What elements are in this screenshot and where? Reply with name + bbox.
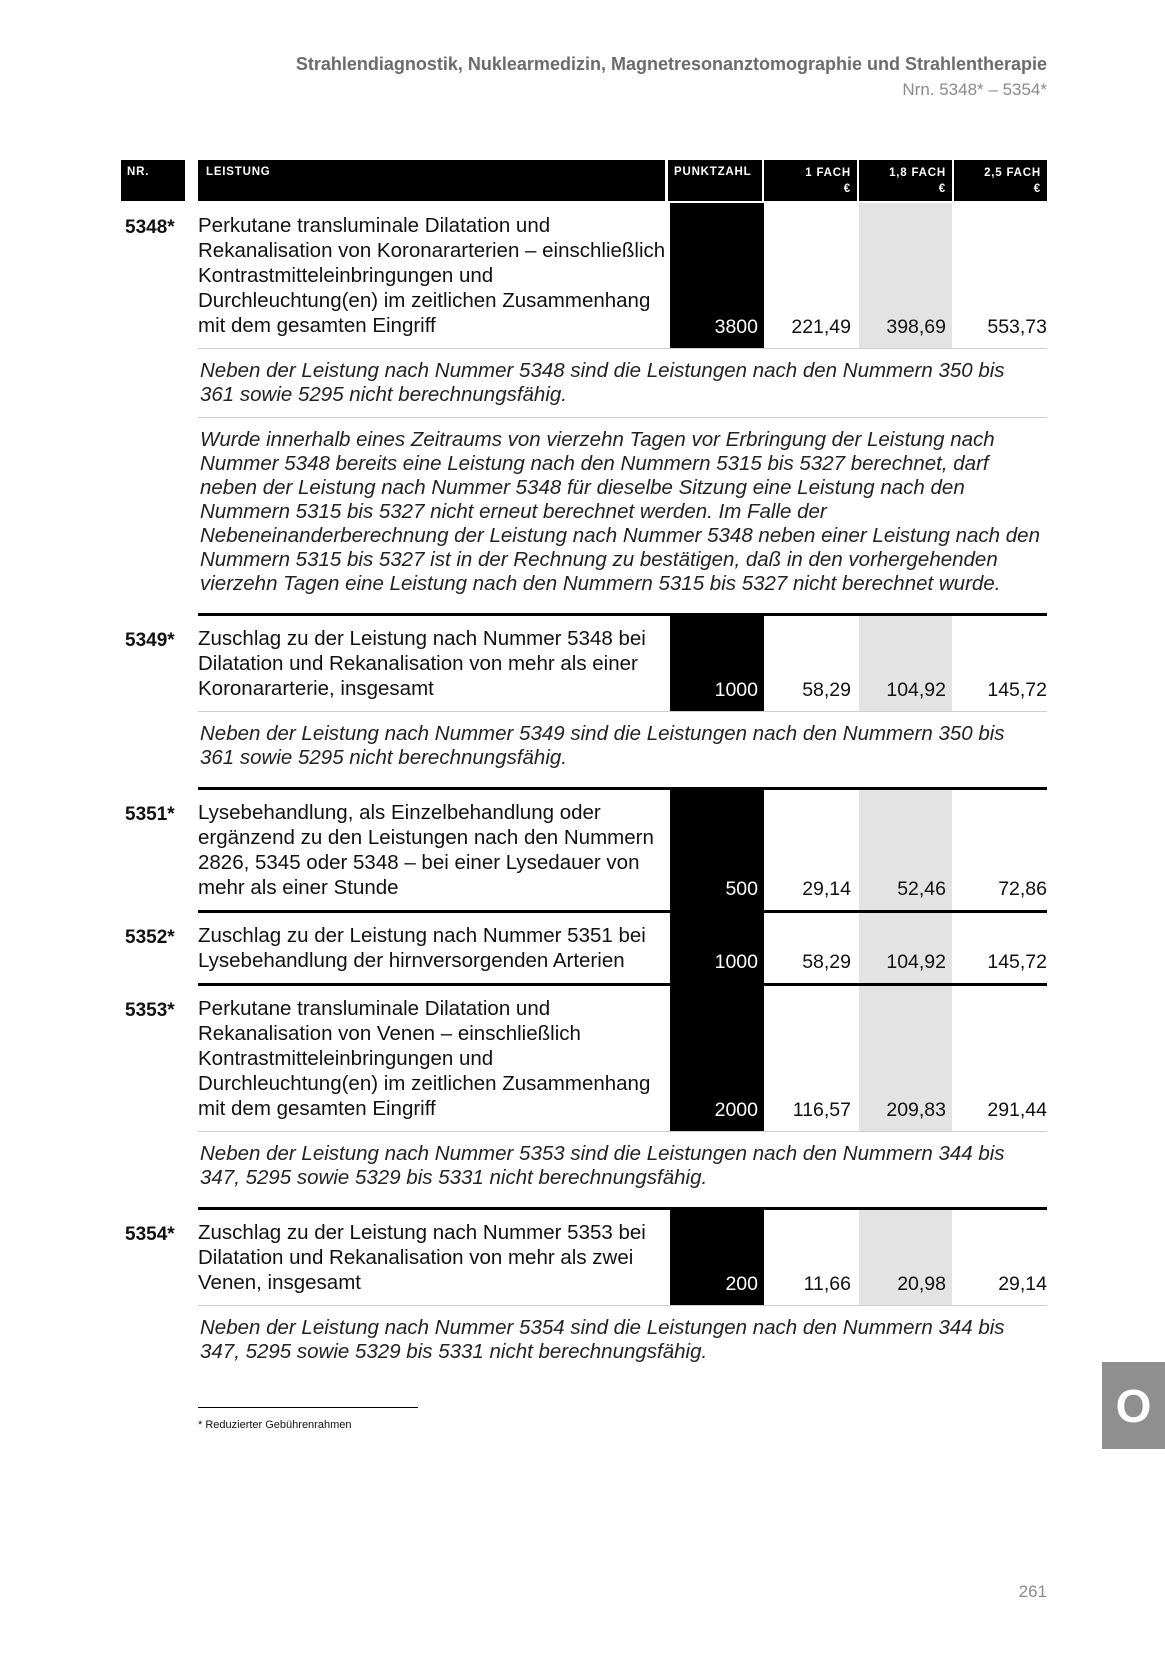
entry-description: Perkutane transluminale Dilatation und Rekanalisation von Venen – einschließlich Kontrastmitteleinbringungen und Durchleuchtung(en) im zeitlichen Zusammenhang mit dem gesamten Eingriff — [198, 997, 651, 1120]
entry-description: Zuschlag zu der Leistung nach Nummer 5353 bei Dilatation und Rekanalisation von mehr als zwei Venen, insgesamt — [198, 1221, 646, 1294]
column-header-nr: NR. — [121, 160, 185, 201]
running-header-range: Nrn. 5348* – 5354* — [902, 80, 1047, 99]
footnote: * Reduzierter Gebührenrahmen — [198, 1419, 352, 1431]
currency-label: € — [843, 183, 851, 195]
fach1-value: 116,57 — [792, 1099, 851, 1121]
entry-description: Zuschlag zu der Leistung nach Nummer 5348 bei Dilatation und Rekanalisation von mehr als einer Koronararterie, insgesamt — [198, 627, 646, 700]
fach1-value: 58,29 — [802, 951, 851, 973]
fach18-value: 104,92 — [886, 951, 946, 973]
fach18-value: 398,69 — [886, 316, 946, 338]
fach25-value: 72,86 — [998, 878, 1047, 900]
entry-description: Perkutane transluminale Dilatation und Rekanalisation von Koronararterien – einschließlich Kontrastmitteleinbringungen und Durchleuchtung(en) im zeitlichen Zusammenhang mit dem gesamten Eingriff — [198, 214, 666, 337]
punktzahl-value: 500 — [725, 878, 758, 900]
table-row-5354 — [121, 1210, 1047, 1305]
column-header-1fach-label: 1 FACH — [805, 167, 851, 179]
entry-number: 5348* — [125, 217, 175, 238]
column-header-1fach — [764, 160, 857, 201]
currency-label: € — [1033, 183, 1041, 195]
column-header-leistung: LEISTUNG — [198, 160, 665, 201]
entry-note: Neben der Leistung nach Nummer 5354 sind die Leistungen nach den Nummern 344 bis 347, 5295 sowie 5329 bis 5331 nicht berechnungsfähig. — [200, 1316, 1005, 1363]
entry-description: Lysebehandlung, als Einzelbehandlung oder ergänzend zu den Leistungen nach den Nummern 2826, 5345 oder 5348 – bei einer Lysedauer von mehr als einer Stunde — [198, 801, 654, 899]
fach1-value: 221,49 — [791, 316, 851, 338]
fach1-value: 11,66 — [803, 1273, 851, 1295]
fach25-value: 553,73 — [987, 316, 1047, 338]
table-header — [121, 160, 1047, 201]
table-row-5353 — [121, 986, 1047, 1131]
punktzahl-value: 200 — [725, 1273, 758, 1295]
entry-number: 5354* — [125, 1224, 175, 1245]
fach25-value: 29,14 — [998, 1273, 1047, 1295]
entry-note: Neben der Leistung nach Nummer 5349 sind die Leistungen nach den Nummern 350 bis 361 sowie 5295 nicht berechnungsfähig. — [200, 722, 1005, 769]
chapter-tab: O — [1102, 1362, 1165, 1449]
fach1-value: 58,29 — [802, 679, 851, 701]
running-header-title: Strahlendiagnostik, Nuklearmedizin, Magnetresonanztomographie und Strahlentherapie — [295, 54, 1047, 74]
page-number: 261 — [1018, 1582, 1047, 1601]
column-header-punktzahl: PUNKTZAHL — [668, 160, 762, 201]
entry-note: Neben der Leistung nach Nummer 5353 sind die Leistungen nach den Nummern 344 bis 347, 5295 sowie 5329 bis 5331 nicht berechnungsfähig. — [200, 1142, 1005, 1189]
table-row-5351 — [121, 790, 1047, 910]
entry-note: Neben der Leistung nach Nummer 5348 sind die Leistungen nach den Nummern 350 bis 361 sowie 5295 nicht berechnungsfähig. — [200, 359, 1005, 406]
column-header-18fach — [859, 160, 952, 201]
column-header-25fach — [954, 160, 1047, 201]
fach18-value: 104,92 — [886, 679, 946, 701]
entry-number: 5353* — [125, 1000, 175, 1021]
table-row-5349 — [121, 616, 1047, 711]
fach25-value: 291,44 — [987, 1099, 1047, 1121]
column-header-25fach-label: 2,5 FACH — [984, 167, 1041, 179]
punktzahl-value: 2000 — [714, 1099, 758, 1121]
entry-description: Zuschlag zu der Leistung nach Nummer 5351 bei Lysebehandlung der hirnversorgenden Arterien — [198, 924, 646, 972]
punktzahl-value: 1000 — [714, 951, 758, 973]
entry-number: 5349* — [125, 630, 175, 651]
entry-number: 5352* — [125, 927, 175, 948]
table-row-5352 — [121, 913, 1047, 983]
fach1-value: 29,14 — [802, 878, 851, 900]
fach18-value: 209,83 — [886, 1099, 946, 1121]
entry-number: 5351* — [125, 804, 175, 825]
currency-label: € — [938, 183, 946, 195]
entry-note: Wurde innerhalb eines Zeitraums von vierzehn Tagen vor Erbringung der Leistung nach Nummer 5348 bereits eine Leistung nach den Nummern 5315 bis 5327 berechnet, darf neben der Leistung nach Nummer 5348 für dieselbe Sitzung eine Leistung nach den Nummern 5315 bis 5327 nicht erneut berechnet werden. Im Falle der Nebeneinanderberechnung der Leistung nach Nummer 5348 neben einer Leistung nach den Nummern 5315 bis 5327 ist in der Rechnung zu bestätigen, daß in den vorhergehenden vierzehn Tagen eine Leistung nach den Nummern 5315 bis 5327 nicht berechnet wurde. — [200, 428, 1040, 595]
column-header-18fach-label: 1,8 FACH — [889, 167, 946, 179]
fach18-value: 52,46 — [897, 878, 946, 900]
footnote-rule — [198, 1407, 418, 1408]
fee-table — [121, 160, 1047, 1374]
punktzahl-value: 1000 — [714, 679, 758, 701]
table-row-5348 — [121, 203, 1047, 348]
fach25-value: 145,72 — [987, 951, 1047, 973]
punktzahl-value: 3800 — [714, 316, 758, 338]
fach18-value: 20,98 — [897, 1273, 946, 1295]
fach25-value: 145,72 — [987, 679, 1047, 701]
